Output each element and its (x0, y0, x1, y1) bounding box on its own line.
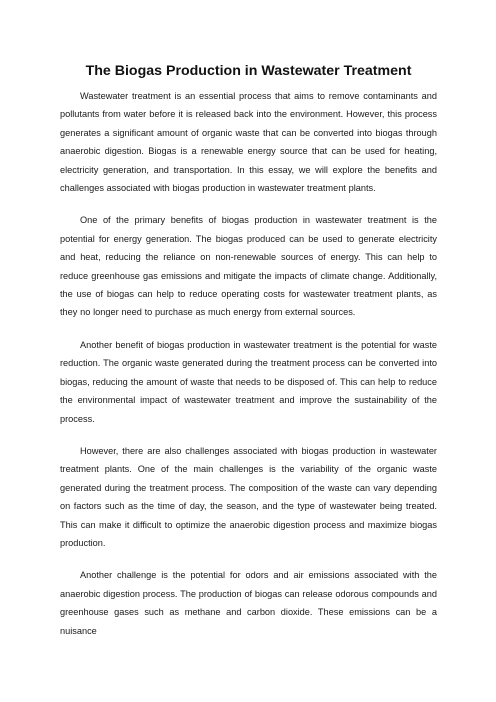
paragraph-waste-reduction: Another benefit of biogas production in wastewater treatment is the potential for waste reduction. The organic waste generated during the treatment process can be converted into biogas, reducing the amount of waste that needs to be disposed of. This can help to reduce the environmental impact of wastewater treatment and improve the sustainability of the process. (60, 339, 437, 424)
paragraph-energy-benefit: One of the primary benefits of biogas production in wastewater treatment is the potential for energy generation. The biogas produced can be used to generate electricity and heat, reducing the reliance on non-renewable sources of energy. This can help to reduce greenhouse gas emissions and mitigate the impacts of climate change. Additionally, the use of biogas can help to reduce operating costs for wastewater treatment plants, as they no longer need to purchase as much energy from external sources. (60, 215, 437, 318)
paragraph-introduction: Wastewater treatment is an essential process that aims to remove contaminants and pollutants from water before it is released back into the environment. However, this process generates a significant amount of organic waste that can be converted into biogas through anaerobic digestion. Biogas is a renewable energy source that can be used for heating, electricity generation, and transportation. In this essay, we will explore the benefits and challenges associated with biogas production in wastewater treatment plants. (60, 91, 437, 194)
paragraph-emissions-challenge: Another challenge is the potential for odors and air emissions associated with the anaerobic digestion process. The production of biogas can release odorous compounds and greenhouse gases such as methane and carbon dioxide. These emissions can be a nuisance (60, 570, 437, 636)
document-body (60, 62, 437, 654)
document-title: The Biogas Production in Wastewater Treatment (85, 63, 412, 79)
paragraph-variability-challenge: However, there are also challenges associated with biogas production in wastewater treatment plants. One of the main challenges is the variability of the organic waste generated during the treatment process. The composition of the waste can vary depending on factors such as the time of day, the season, and the type of wastewater being treated. This can make it difficult to optimize the anaerobic digestion process and maximize biogas production. (60, 445, 437, 548)
